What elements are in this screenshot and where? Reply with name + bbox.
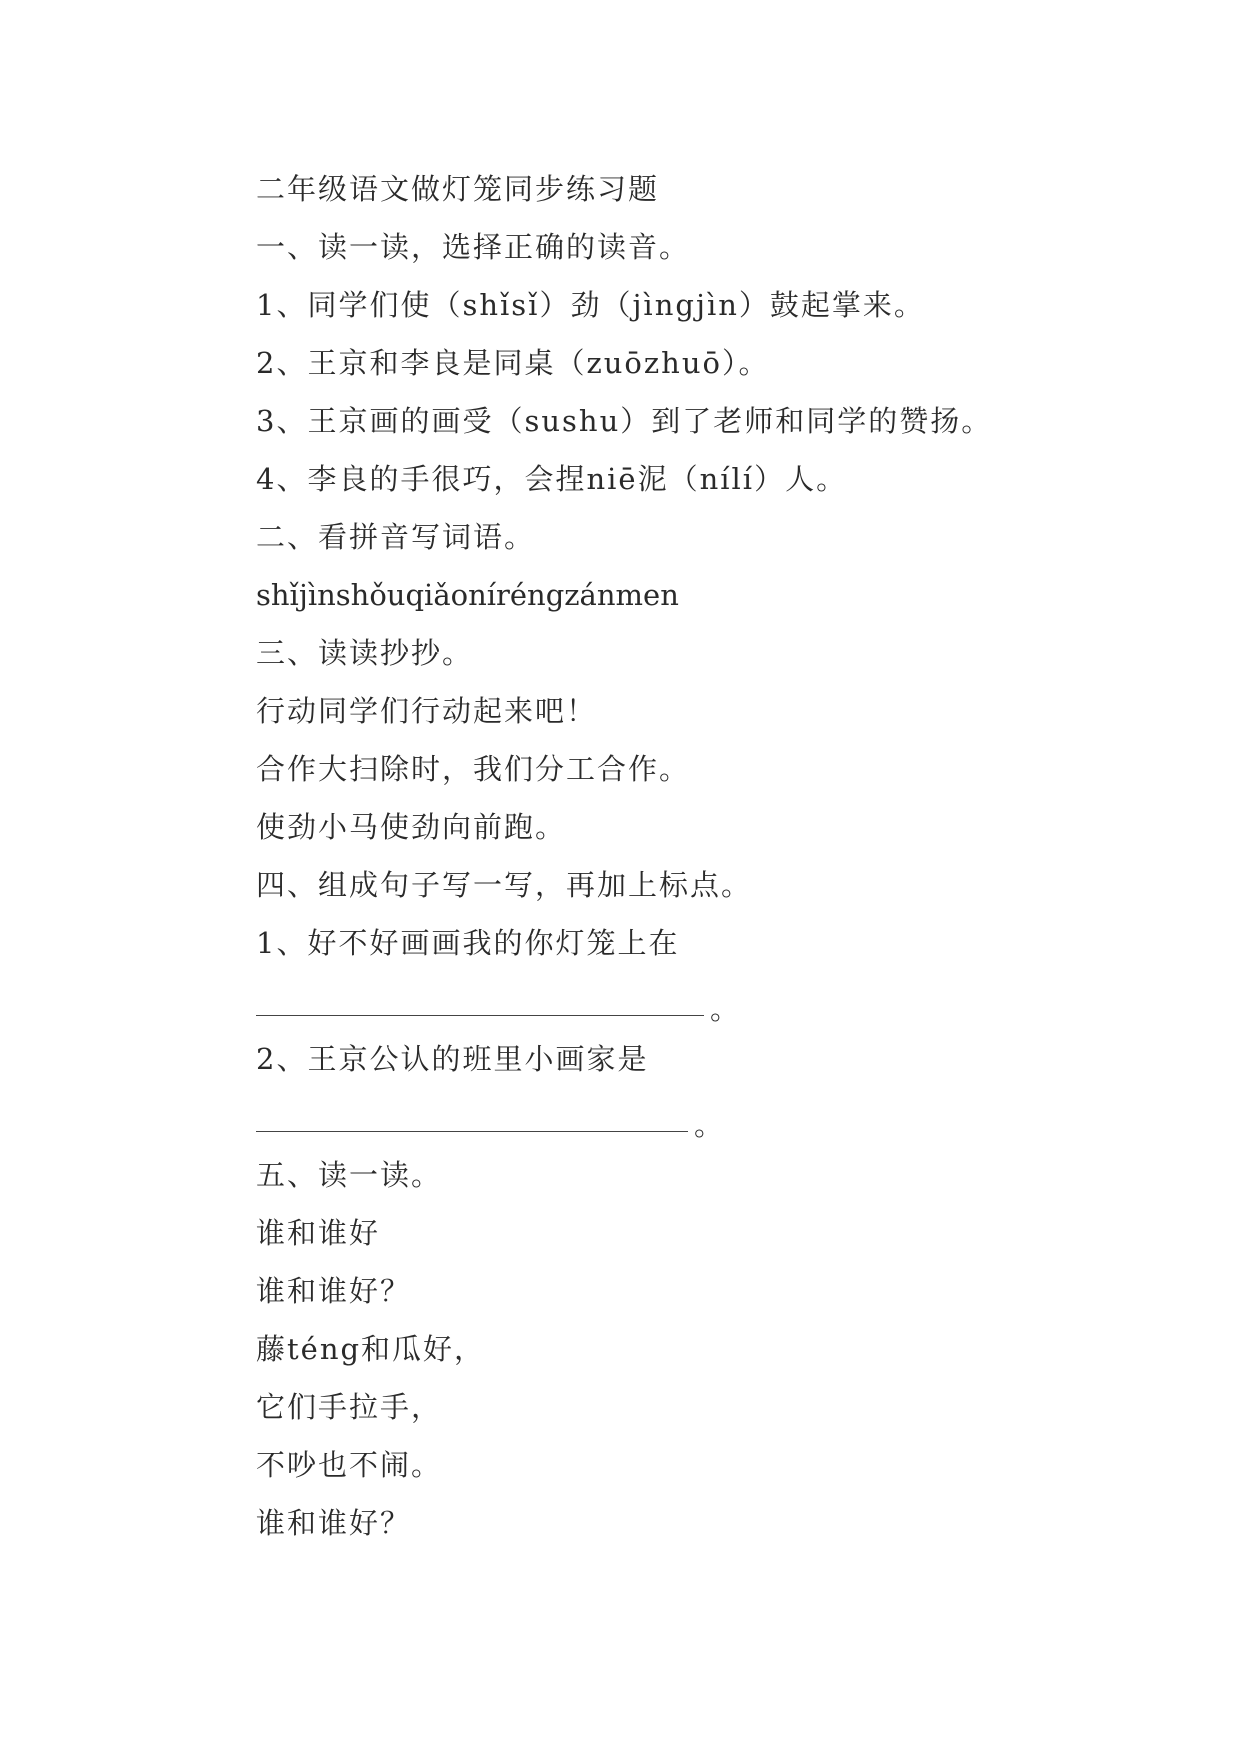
answer-period-1: 。 bbox=[710, 992, 740, 1026]
poem-line-3: 它们手拉手， bbox=[256, 1390, 443, 1424]
poem-line-2: 藤téng和瓜好， bbox=[256, 1332, 486, 1366]
section1-item-2: 2、王京和李良是同桌（zuōzhuō）。 bbox=[256, 346, 770, 380]
answer-line-2[interactable] bbox=[256, 1088, 1156, 1146]
worksheet-page bbox=[256, 160, 1156, 1552]
section4-prompt-1: 1、好不好画画我的你灯笼上在 bbox=[256, 926, 680, 960]
answer-blank-1[interactable] bbox=[256, 1015, 704, 1016]
section3-item-2: 合作大扫除时，我们分工合作。 bbox=[256, 752, 691, 786]
section4-heading: 四、组成句子写一写，再加上标点。 bbox=[256, 868, 753, 902]
document-title: 二年级语文做灯笼同步练习题 bbox=[256, 172, 660, 206]
section2-pinyin: shǐjìnshǒuqiǎoníréngzánmen bbox=[256, 578, 679, 612]
poem-line-4: 不吵也不闹。 bbox=[256, 1448, 443, 1482]
section1-heading: 一、读一读，选择正确的读音。 bbox=[256, 230, 691, 264]
section4-prompt-2: 2、王京公认的班里小画家是 bbox=[256, 1042, 649, 1076]
section5-heading: 五、读一读。 bbox=[256, 1158, 443, 1192]
answer-blank-2[interactable] bbox=[256, 1131, 688, 1132]
poem-title: 谁和谁好 bbox=[256, 1216, 381, 1250]
section2-heading: 二、看拼音写词语。 bbox=[256, 520, 536, 554]
section3-item-3: 使劲小马使劲向前跑。 bbox=[256, 810, 567, 844]
section1-item-1: 1、同学们使（shǐsǐ）劲（jìngjìn）鼓起掌来。 bbox=[256, 288, 925, 322]
section1-item-3: 3、王京画的画受（sushu）到了老师和同学的赞扬。 bbox=[256, 404, 993, 438]
answer-line-1[interactable] bbox=[256, 972, 1156, 1030]
poem-line-1: 谁和谁好？ bbox=[256, 1274, 412, 1308]
section1-item-4: 4、李良的手很巧，会捏niē泥（nílí）人。 bbox=[256, 462, 848, 496]
poem-line-5: 谁和谁好？ bbox=[256, 1506, 412, 1540]
section3-item-1: 行动同学们行动起来吧！ bbox=[256, 694, 598, 728]
answer-period-2: 。 bbox=[694, 1108, 724, 1142]
section3-heading: 三、读读抄抄。 bbox=[256, 636, 474, 670]
